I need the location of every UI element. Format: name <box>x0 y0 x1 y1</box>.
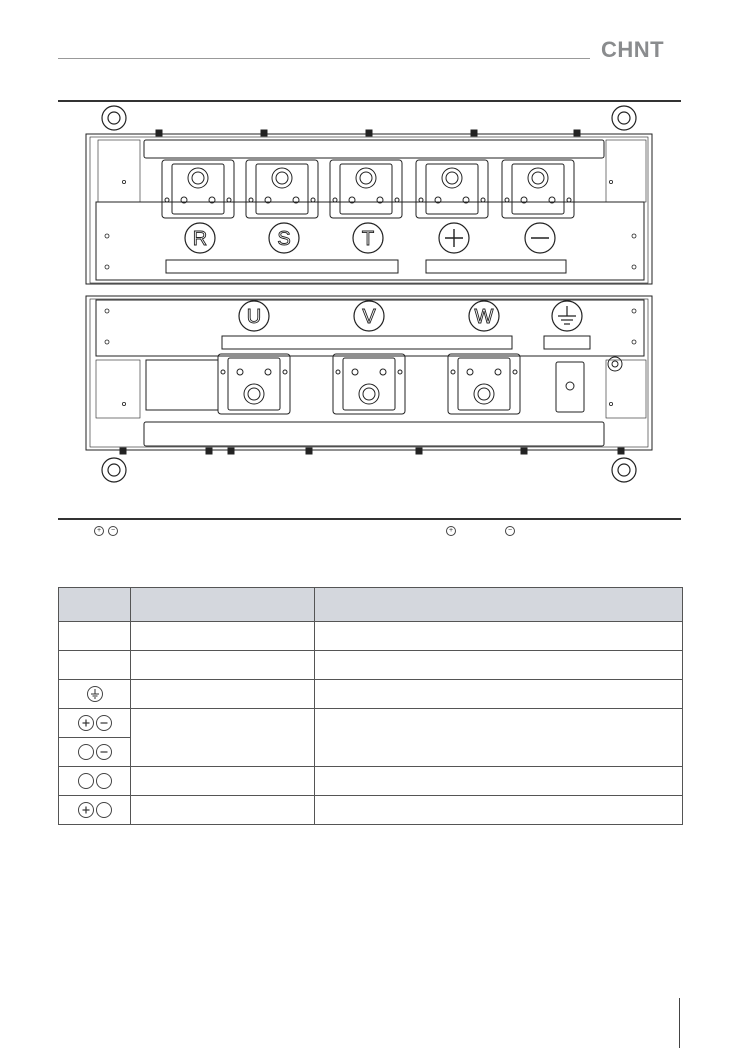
name-cell <box>131 651 315 680</box>
brand-logo: CHNT <box>601 37 665 62</box>
header-cell-name <box>131 588 315 622</box>
symbol-cell <box>59 738 131 767</box>
page-edge-rule <box>679 998 680 1048</box>
description-cell <box>315 622 683 651</box>
minus-circle-icon: − <box>108 526 118 536</box>
table-row <box>59 709 683 738</box>
plus-circle-icon: + <box>446 526 456 536</box>
table-row <box>59 767 683 796</box>
table-row <box>59 651 683 680</box>
table-row <box>59 622 683 651</box>
symbol-cell <box>59 680 131 709</box>
symbol-cell <box>59 767 131 796</box>
minus-circle-icon: − <box>505 526 515 536</box>
table-row <box>59 680 683 709</box>
blank-circle-icon <box>78 773 94 789</box>
symbol-cell <box>59 796 131 825</box>
svg-text:V: V <box>362 306 376 328</box>
name-cell <box>131 622 315 651</box>
svg-text:U: U <box>246 306 262 328</box>
plus-circle-icon <box>78 715 94 731</box>
blank-circle-icon <box>96 802 112 818</box>
blank-circle-icon <box>96 773 112 789</box>
ground-icon <box>87 686 103 702</box>
symbol-cell <box>59 709 131 738</box>
blank-circle-icon <box>78 744 94 760</box>
svg-text:S: S <box>277 228 291 250</box>
name-cell <box>131 767 315 796</box>
description-cell <box>315 796 683 825</box>
minus-circle-icon <box>96 715 112 731</box>
header-cell-description <box>315 588 683 622</box>
description-cell <box>315 680 683 709</box>
name-cell <box>131 680 315 709</box>
description-cell <box>315 709 683 767</box>
svg-text:T: T <box>361 228 375 250</box>
terminal-table <box>58 587 683 825</box>
symbol-cell <box>59 651 131 680</box>
minus-circle-icon <box>96 744 112 760</box>
svg-text:R: R <box>192 228 208 250</box>
table-row <box>59 796 683 825</box>
figure-bottom-rule <box>58 518 681 520</box>
svg-text:W: W <box>474 306 494 328</box>
description-cell <box>315 651 683 680</box>
plus-circle-icon: + <box>94 526 104 536</box>
terminal-diagram <box>58 102 681 517</box>
header-cell-symbol <box>59 588 131 622</box>
header-rule <box>58 58 590 59</box>
table-header-row <box>59 588 683 622</box>
name-cell <box>131 709 315 767</box>
description-cell <box>315 767 683 796</box>
symbol-cell <box>59 622 131 651</box>
plus-circle-icon <box>78 802 94 818</box>
name-cell <box>131 796 315 825</box>
